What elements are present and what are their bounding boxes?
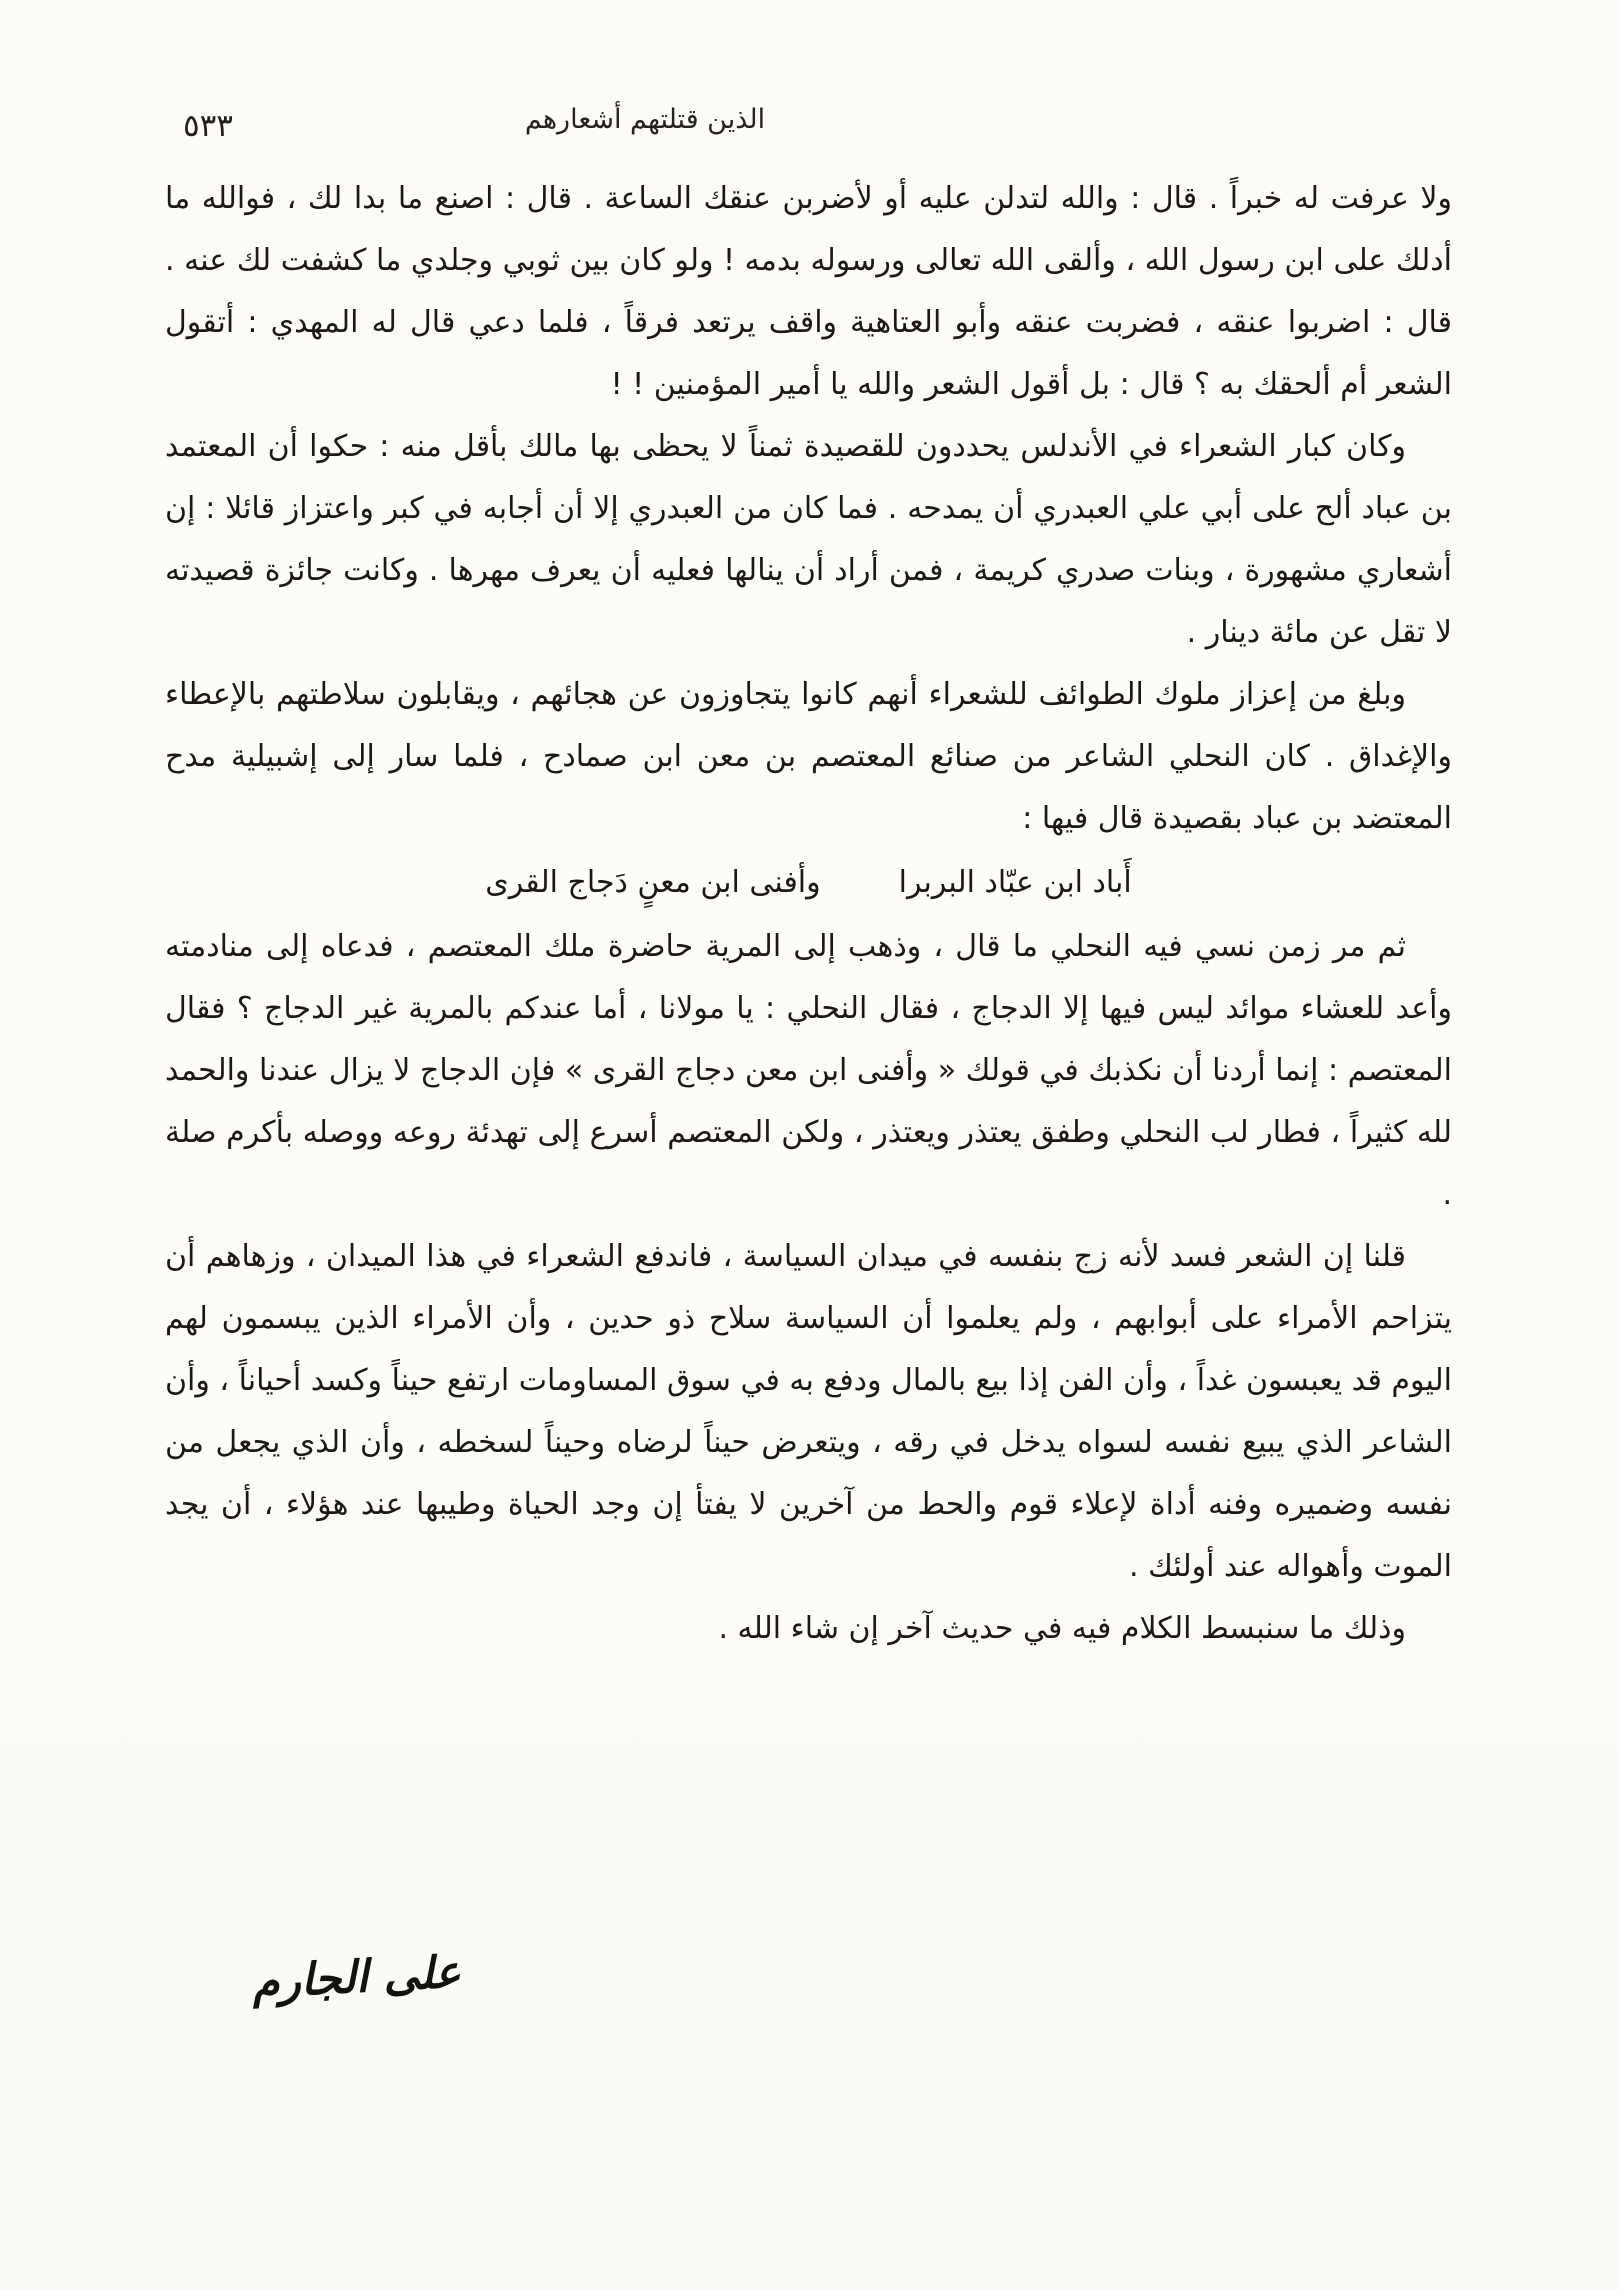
paragraph-closing: وذلك ما سنبسط الكلام فيه في حديث آخر إن شاء الله . — [718, 1611, 1406, 1646]
paragraph-andalus-poets: وكان كبار الشعراء في الأندلس يحددون للقصيدة ثمناً لا يحظى بها مالك بأقل منه : حكوا أن المعتمد بن عباد ألح على أبي علي العبدري أن يمدحه . فما كان من العبدري إلا أن أجابه في كبر واعتزاز قائلا : إن أشعاري مشهورة ، وبنات صدري كريمة ، فمن أراد أن ينالها فعليه أن يعرف مهرها . وكانت جائزة قصيدته لا تقل عن مائة دينار . — [165, 429, 1452, 650]
paragraph-taifa-kings: وبلغ من إعزاز ملوك الطوائف للشعراء أنهم كانوا يتجاوزون عن هجائهم ، ويقابلون سلاطتهم بالإعطاء والإغداق . كان النحلي الشاعر من صنائع المعتصم بن معن ابن صمادح ، فلما سار إلى إشبيلية مدح المعتضد بن عباد بقصيدة قال فيها : — [165, 677, 1452, 836]
author-signature: على الجارم — [250, 1946, 462, 2009]
running-title: الذين قتلتهم أشعارهم — [524, 104, 766, 135]
paragraph-nahli-anecdote: ثم مر زمن نسي فيه النحلي ما قال ، وذهب إلى المرية حاضرة ملك المعتصم ، فدعاه إلى منادمته وأعد للعشاء موائد ليس فيها إلا الدجاج ، فقال النحلي : يا مولانا ، أما عندكم بالمرية غير الدجاج ؟ فقال المعتصم : إنما أردنا أن نكذبك في قولك « وأفنى ابن معن دجاج القرى » فإن الدجاج لا يزال عندنا والحمد لله كثيراً ، فطار لب النحلي وطفق يعتذر ويعتذر ، ولكن المعتصم أسرع إلى تهدئة روعه ووصله بأكرم صلة . — [165, 929, 1452, 1212]
body-text — [165, 168, 1452, 1660]
page-header — [165, 102, 1455, 162]
paragraph-continuation: ولا عرفت له خبراً . قال : والله لتدلن عليه أو لأضربن عنقك الساعة . قال : اصنع ما بدا لك ، فوالله ما أدلك على ابن رسول الله ، وألقى الله تعالى ورسوله بدمه ! ولو كان بين ثوبي وجلدي ما كشفت لك عنه . قال : اضربوا عنقه ، فضربت عنقه وأبو العتاهية واقف يرتعد فرقاً ، فلما دعي قال له المهدي : أتقول الشعر أم ألحقك به ؟ قال : بل أقول الشعر والله يا أمير المؤمنين ! ! — [165, 181, 1452, 402]
verse-hemistich-right: أَباد ابن عبّاد البربرا — [898, 865, 1132, 900]
poetry-verse — [165, 852, 1452, 914]
paragraph-poetry-politics: قلنا إن الشعر فسد لأنه زج بنفسه في ميدان السياسة ، فاندفع الشعراء في هذا الميدان ، وزهاهم أن يتزاحم الأمراء على أبوابهم ، ولم يعلموا أن السياسة سلاح ذو حدين ، وأن الأمراء الذين يبسمون لهم اليوم قد يعبسون غداً ، وأن الفن إذا بيع بالمال ودفع به في سوق المساومات ارتفع حيناً وكسد أحياناً ، وأن الشاعر الذي يبيع نفسه لسواه يدخل في رقه ، ويتعرض حيناً لرضاه وحيناً لسخطه ، وأن الذي يجعل من نفسه وضميره وفنه أداة لإعلاء قوم والحط من آخرين لا يفتأ إن وجد الحياة وطيبها عند هؤلاء ، أن يجد الموت وأهواله عند أولئك . — [165, 1239, 1452, 1584]
page-number: ٥٣٣ — [183, 108, 233, 144]
verse-hemistich-left: وأفنى ابن معنٍ دَجاج القرى — [485, 865, 821, 900]
